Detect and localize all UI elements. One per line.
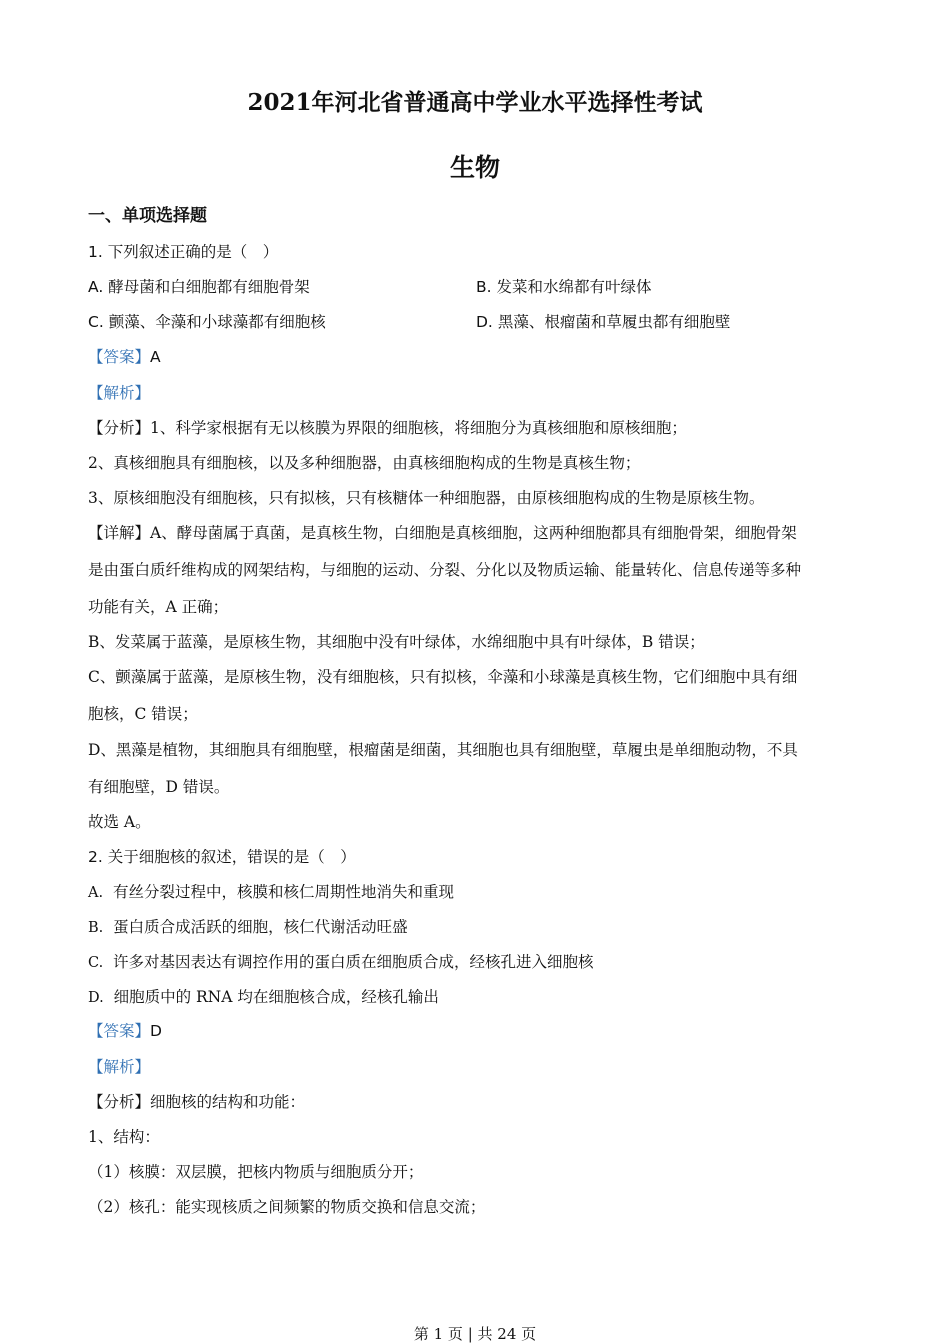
q2-analysis-line: （2）核孔：能实现核质之间频繁的物质交换和信息交流； <box>88 1198 486 1216</box>
q1-detail-line: D、黑藻是植物，其细胞具有细胞壁，根瘤菌是细菌，其细胞也具有细胞壁，草履虫是单细胞动物，不具 <box>88 741 798 759</box>
option-letter: D. <box>476 313 493 331</box>
option-text: 颤藻、伞藻和小球藻都有细胞核 <box>108 313 326 331</box>
q1-detail-line: 功能有关，A 正确； <box>88 598 229 616</box>
q2-analysis-line: （1）核膜：双层膜，把核内物质与细胞质分开； <box>88 1163 424 1181</box>
question-2 <box>88 847 868 867</box>
q1-analysis-line: 2、真核细胞具有细胞核，以及多种细胞器，由真核细胞构成的生物是真核生物； <box>88 454 641 472</box>
option-letter: B. <box>88 920 104 936</box>
q1-option-c <box>88 312 326 332</box>
q1-detail-line: 是由蛋白质纤维构成的网架结构，与细胞的运动、分裂、分化以及物质运输、能量转化、信息传递等多种 <box>88 561 802 579</box>
q2-analysis-line: 1、结构： <box>88 1128 160 1146</box>
option-letter: D. <box>88 990 104 1006</box>
answer-tag: 【答案】 <box>88 1022 151 1040</box>
option-text: 发菜和水绵都有叶绿体 <box>496 278 652 296</box>
option-letter: C. <box>88 955 104 971</box>
q2-answer <box>88 1021 868 1041</box>
option-text: 有丝分裂过程中，核膜和核仁周期性地消失和重现 <box>112 883 454 901</box>
q1-detail-line: B、发菜属于蓝藻，是原核生物，其细胞中没有叶绿体，水绵细胞中具有叶绿体，B 错误； <box>88 633 705 651</box>
option-text: 黑藻、根瘤菌和草履虫都有细胞壁 <box>497 313 731 331</box>
question-number: 1. <box>88 243 103 261</box>
subject-title: 生物 <box>449 153 500 182</box>
page-footer: 第 1 页 | 共 24 页 <box>413 1325 537 1343</box>
q1-detail-line: 有细胞壁，D 错误。 <box>88 778 230 796</box>
q2-analysis-line: 【分析】细胞核的结构和功能： <box>88 1093 306 1111</box>
option-text: 蛋白质合成活跃的细胞，核仁代谢活动旺盛 <box>113 918 408 936</box>
q1-detail-line: 胞核，C 错误； <box>88 705 198 723</box>
q1-analysis-line: 【分析】1、科学家根据有无以核膜为界限的细胞核，将细胞分为真核细胞和原核细胞； <box>88 419 687 437</box>
q1-analysis-line: 3、原核细胞没有细胞核，只有拟核，只有核糖体一种细胞器，由原核细胞构成的生物是原核生物。 <box>88 489 765 507</box>
option-text: 许多对基因表达有调控作用的蛋白质在细胞质合成，经核孔进入细胞核 <box>113 953 594 971</box>
answer-tag: 【答案】 <box>88 348 151 366</box>
q1-option-b <box>476 277 652 297</box>
q1-option-a <box>88 277 310 297</box>
question-1 <box>88 242 868 262</box>
option-letter: B. <box>476 278 492 296</box>
option-letter: A. <box>88 278 104 296</box>
option-text: 酵母菌和白细胞都有细胞骨架 <box>108 278 310 296</box>
section-heading: 一、单项选择题 <box>88 206 207 226</box>
option-text: 细胞质中的 RNA 均在细胞核合成，经核孔输出 <box>113 988 439 1006</box>
question-stem: 下列叙述正确的是（ ） <box>107 243 279 261</box>
answer-value: D <box>150 1022 162 1040</box>
q1-conclusion: 故选 A。 <box>88 813 151 831</box>
option-letter: A. <box>88 885 104 901</box>
q1-analysis-tag: 【解析】 <box>88 384 151 402</box>
q2-option-b <box>88 917 868 938</box>
q2-option-a <box>88 882 868 903</box>
q1-detail-line: C、颤藻属于蓝藻，是原核生物，没有细胞核，只有拟核，伞藻和小球藻是真核生物，它们细胞中具有细 <box>88 668 798 686</box>
q1-detail-line: 【详解】A、酵母菌属于真菌，是真核生物，白细胞是真核细胞，这两种细胞都具有细胞骨架，细胞骨架 <box>88 524 797 542</box>
option-letter: C. <box>88 313 104 331</box>
q2-option-d <box>88 987 868 1008</box>
question-number: 2. <box>88 848 103 866</box>
q2-option-c <box>88 952 868 973</box>
q1-option-d <box>476 312 730 332</box>
q1-answer <box>88 347 868 367</box>
answer-value: A <box>150 348 161 366</box>
q2-analysis-tag: 【解析】 <box>88 1058 151 1076</box>
exam-title: 2021年河北省普通高中学业水平选择性考试 <box>247 89 703 116</box>
question-stem: 关于细胞核的叙述，错误的是（ ） <box>107 848 356 866</box>
